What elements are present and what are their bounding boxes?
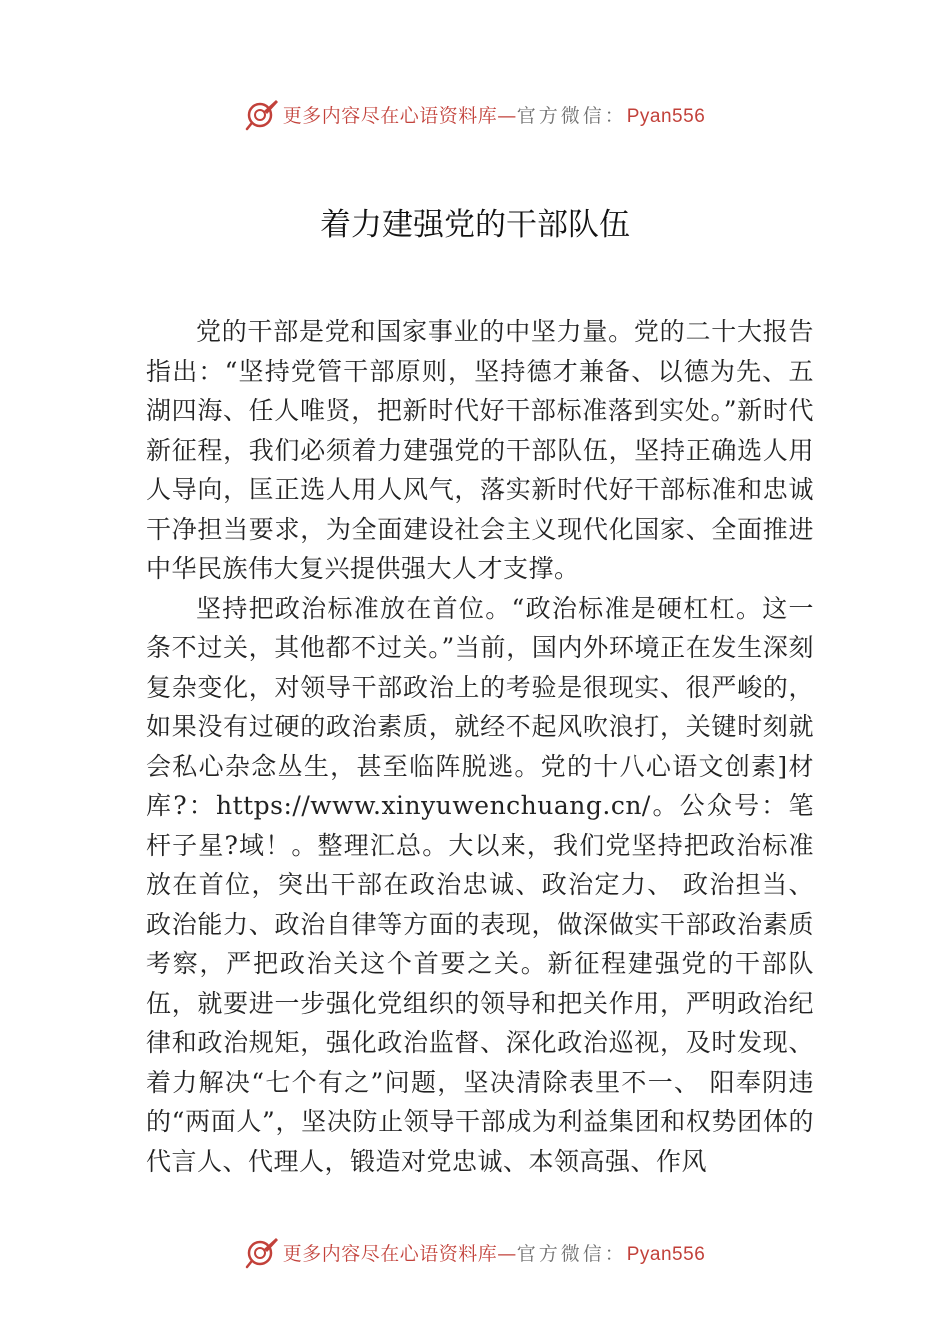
watermark-separator: — <box>497 104 517 127</box>
document-title: 着力建强党的干部队伍 <box>320 207 630 243</box>
watermark-wechat-label: 官方微信： <box>516 104 627 127</box>
paragraph-2: 坚持把政治标准放在首位。“政治标准是硬杠杠。这一条不过关，其他都不过关。”当前，国内外环境正在发生深刻复杂变化，对领导干部政治上的考验是很现实、很严峻的，如果没有过硬的政治素质，就经不起风吹浪打，关键时刻就会私心杂念丛生，甚至临阵脱逃。党的十八心语文创素]材库?：https://www.xinyuwenchuang.cn/。公众号：笔杆子星?域！。整理汇总。大以来，我们党坚持把政治标准放在首位，突出干部在政治忠诚、政治定力、 政治担当、政治能力、政治自律等方面的表现，做深做实干部政治素质考察，严把政治关这个首要之关。新征程建强党的干部队伍，就要进一步强化党组织的领导和把关作用，严明政治纪律和政治规矩，强化政治监督、深化政治巡视，及时发现、着力解决“七个有之”问题，坚决清除表里不一、 阳奉阴违的“两面人”，坚决防止领导干部成为利益集团和权势团体的代言人、代理人，锻造对党忠诚、本领高强、作风 <box>146 593 814 1176</box>
paragraph-1: 党的干部是党和国家事业的中坚力量。党的二十大报告指出：“坚持党管干部原则，坚持德才兼备、以德为先、五湖四海、任人唯贤，把新时代好干部标准落到实处。”新时代新征程，我们必须着力建强党的干部队伍，坚持正确选人用人导向，匡正选人用人风气，落实新时代好干部标准和忠诚干净担当要求，为全面建设社会主义现代化国家、全面推进中华民族伟大复兴提供强大人才支撑。 <box>146 317 814 583</box>
watermark-promo: 更多内容尽在心语资料库 <box>282 1242 498 1265</box>
watermark-text <box>283 1239 706 1266</box>
header-watermark <box>0 94 950 134</box>
watermark-wechat-handle: Pyan556 <box>626 105 706 127</box>
document-body <box>146 312 814 1181</box>
watermark-promo: 更多内容尽在心语资料库 <box>282 104 498 127</box>
watermark-wechat-label: 官方微信： <box>516 1242 627 1265</box>
pen-logo-icon <box>245 97 279 131</box>
watermark-text <box>283 101 706 128</box>
watermark-wechat-handle: Pyan556 <box>626 1243 706 1265</box>
pen-logo-icon <box>245 1235 279 1269</box>
watermark-separator: — <box>497 1242 517 1265</box>
footer-watermark <box>0 1232 950 1272</box>
